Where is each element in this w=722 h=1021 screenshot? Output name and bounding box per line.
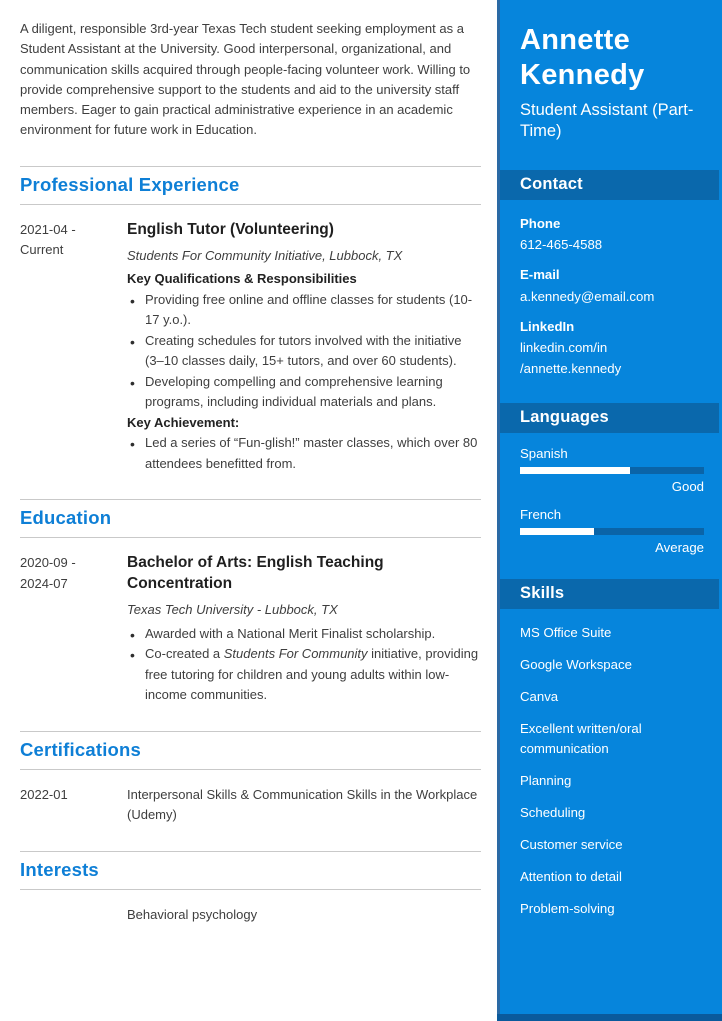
name-block bbox=[500, 0, 722, 143]
summary-paragraph: A diligent, responsible 3rd-year Texas Tech student seeking employment as a Student Assistant at the University. Good interpersonal, organizational, and communication skills acquired through people-facing volunteer work. Willing to provide comprehensive support to the students and aid to the university staff members. Eager to gain practical administrative experience in an academic environment for future work in Education. bbox=[20, 21, 471, 138]
job-title: English Tutor (Volunteering) bbox=[127, 220, 334, 238]
skills-list bbox=[500, 609, 722, 918]
skill-item: Google Workspace bbox=[520, 657, 632, 673]
language-item-spanish bbox=[520, 446, 704, 494]
phone-label: Phone bbox=[520, 216, 561, 232]
qualifications-list bbox=[127, 290, 481, 413]
section-header bbox=[20, 499, 481, 538]
entry-body bbox=[127, 905, 481, 926]
section-title: Education bbox=[20, 507, 112, 529]
skill-item: Problem-solving bbox=[520, 901, 615, 917]
bullet-text-italic: Students For Community bbox=[223, 646, 368, 662]
interest-text: Behavioral psychology bbox=[127, 906, 258, 922]
language-level-fill bbox=[520, 467, 630, 474]
languages-list bbox=[500, 433, 722, 555]
section-education bbox=[20, 499, 481, 706]
entry-dates bbox=[20, 220, 127, 475]
language-level-bar bbox=[520, 467, 704, 474]
bullet-item: • Led a series of “Fun-glish!” master classes, which over 80 attendees benefitted from. bbox=[127, 433, 481, 474]
phone-value: 612-465-4588 bbox=[520, 237, 603, 253]
section-title: Professional Experience bbox=[20, 173, 240, 195]
sidebar-bottom-strip bbox=[497, 1014, 722, 1021]
name-line-2: Kennedy bbox=[520, 58, 645, 91]
skills-section-header: Skills bbox=[500, 579, 719, 609]
skill-item: Scheduling bbox=[520, 804, 586, 820]
bullet-item: • Providing free online and offline classes for students (10-17 y.o.). bbox=[127, 290, 481, 331]
degree-title: Bachelor of Arts: English Teaching Concentration bbox=[127, 554, 384, 593]
entry-body bbox=[127, 553, 481, 706]
experience-entry bbox=[20, 220, 481, 475]
bullet-item: • Developing compelling and comprehensive learning programs, including individual materials and plans. bbox=[127, 372, 481, 413]
entry-dates bbox=[20, 905, 127, 926]
linkedin-label: LinkedIn bbox=[520, 318, 575, 334]
section-header bbox=[20, 851, 481, 890]
skill-item: MS Office Suite bbox=[520, 625, 612, 640]
contact-item-email bbox=[520, 264, 704, 306]
person-name bbox=[520, 23, 704, 93]
language-level-label: Average bbox=[655, 540, 704, 555]
language-name: French bbox=[520, 507, 562, 522]
person-job-title: Student Assistant (Part-Time) bbox=[520, 100, 694, 141]
organization: Students For Community Initiative, Lubbock, TX bbox=[127, 247, 403, 263]
bullet-text-prefix: Co-created a bbox=[145, 646, 224, 662]
skill-item: Planning bbox=[520, 772, 572, 788]
achievement-subhead: Key Achievement: bbox=[127, 414, 240, 430]
section-header bbox=[20, 731, 481, 770]
education-entry bbox=[20, 553, 481, 706]
school-name: Texas Tech University - Lubbock, TX bbox=[127, 602, 338, 618]
linkedin-value-line2: /annette.kennedy bbox=[520, 360, 622, 376]
language-item-french bbox=[520, 507, 704, 555]
bullet-item: • Awarded with a National Merit Finalist scholarship. bbox=[127, 624, 481, 645]
bullet-text-suffix: initiative, providing free tutoring for children and young adults within low-income communities. bbox=[145, 646, 479, 703]
entry-body bbox=[127, 220, 481, 475]
qualifications-subhead: Key Qualifications & Responsibilities bbox=[127, 271, 357, 287]
date-start: 2021-04 - bbox=[20, 221, 76, 237]
date: 2022-01 bbox=[20, 786, 68, 802]
contact-item-phone bbox=[520, 213, 704, 255]
entry-dates bbox=[20, 553, 127, 706]
email-value: a.kennedy@email.com bbox=[520, 288, 655, 304]
date-end: 2024-07 bbox=[20, 576, 68, 592]
language-level-bar bbox=[520, 528, 704, 535]
certification-text: Interpersonal Skills & Communication Skills in the Workplace (Udemy) bbox=[127, 786, 478, 823]
section-title: Interests bbox=[20, 858, 99, 880]
section-title: Certifications bbox=[20, 738, 142, 760]
skill-item: Attention to detail bbox=[520, 869, 622, 885]
skill-item: Excellent written/oral communication bbox=[520, 721, 642, 756]
contact-item-linkedin bbox=[520, 316, 704, 379]
contact-list bbox=[500, 200, 722, 379]
language-level-fill bbox=[520, 528, 594, 535]
section-certifications bbox=[20, 731, 481, 826]
skill-item: Canva bbox=[520, 689, 559, 705]
sidebar bbox=[497, 0, 722, 1021]
section-professional-experience bbox=[20, 166, 481, 475]
date-end: Current bbox=[20, 242, 64, 258]
interest-entry bbox=[20, 905, 481, 926]
skill-item: Customer service bbox=[520, 836, 623, 852]
bullet-item bbox=[127, 644, 481, 706]
achievement-list bbox=[127, 433, 481, 474]
education-list bbox=[127, 624, 481, 706]
date-start: 2020-09 - bbox=[20, 555, 76, 571]
entry-body bbox=[127, 785, 481, 826]
language-name: Spanish bbox=[520, 446, 568, 461]
languages-section-header: Languages bbox=[500, 403, 719, 433]
main-column bbox=[20, 0, 481, 925]
contact-section-header: Contact bbox=[500, 170, 719, 200]
linkedin-value-line1: linkedin.com/in bbox=[520, 339, 608, 355]
certification-entry bbox=[20, 785, 481, 826]
bullet-item: • Creating schedules for tutors involved with the initiative (3–10 classes daily, 15+ tutors, and over 60 students). bbox=[127, 331, 481, 372]
name-line-1: Annette bbox=[520, 24, 631, 56]
language-level-label: Good bbox=[671, 479, 704, 494]
section-header bbox=[20, 166, 481, 205]
section-interests bbox=[20, 851, 481, 926]
email-label: E-mail bbox=[520, 267, 560, 283]
entry-dates bbox=[20, 785, 127, 826]
